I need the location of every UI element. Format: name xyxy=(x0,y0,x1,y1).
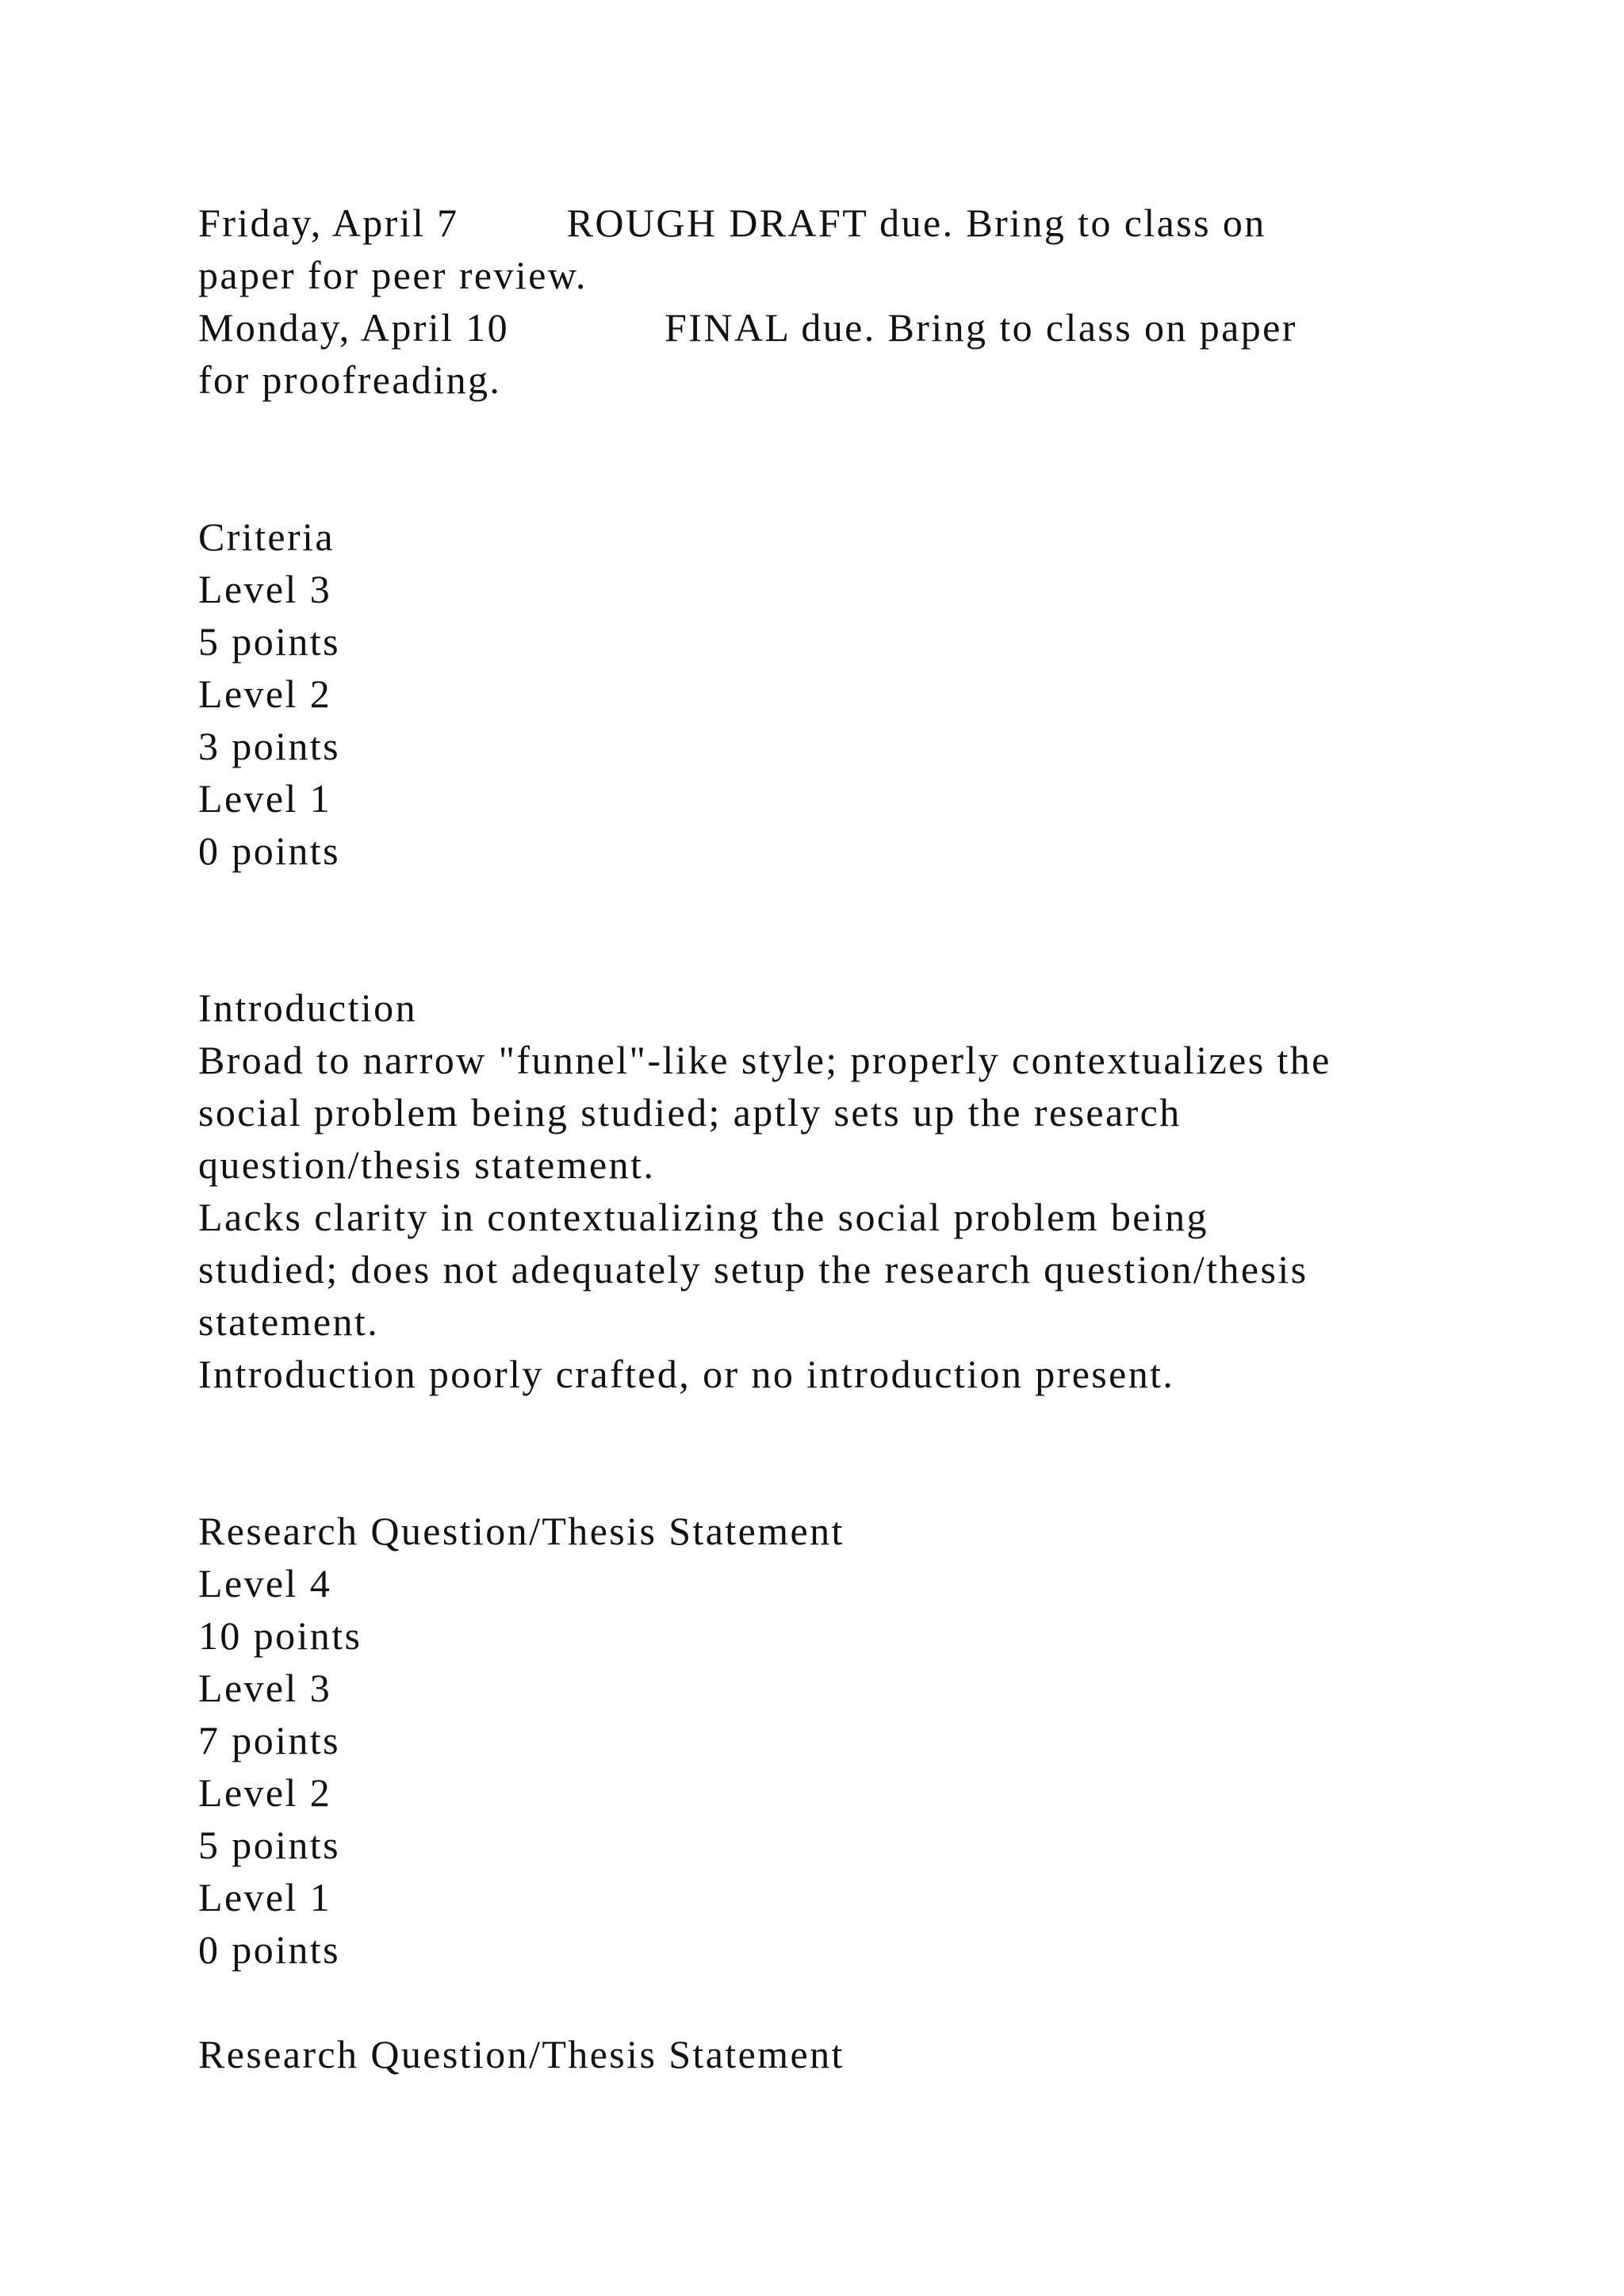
description-line: Introduction poorly crafted, or no introduction present. xyxy=(198,1352,1175,1396)
description-line: social problem being studied; aptly sets up the research xyxy=(198,1090,1182,1135)
level-label: Level 4 xyxy=(198,1561,332,1605)
points-label: 5 points xyxy=(198,619,340,664)
points-label: 0 points xyxy=(198,828,340,873)
schedule-date: Friday, April 7 xyxy=(198,201,459,245)
document-body xyxy=(198,197,1467,2080)
schedule-line-1 xyxy=(198,197,1467,249)
points-label: 3 points xyxy=(198,724,340,768)
level-label: Level 3 xyxy=(198,567,332,611)
description-line: statement. xyxy=(198,1299,380,1344)
points-label: 7 points xyxy=(198,1718,340,1762)
schedule-task: FINAL due. Bring to class on paper xyxy=(665,305,1297,350)
criterion-title: Introduction xyxy=(198,985,417,1030)
description-line: question/thesis statement. xyxy=(198,1142,656,1187)
level-label: Level 3 xyxy=(198,1666,332,1710)
schedule-task: ROUGH DRAFT due. Bring to class on xyxy=(566,201,1266,245)
points-label: 5 points xyxy=(198,1823,340,1867)
schedule-line-2 xyxy=(198,301,1467,354)
level-label: Level 2 xyxy=(198,672,332,716)
points-label: 10 points xyxy=(198,1613,362,1658)
level-label: Level 1 xyxy=(198,776,332,821)
description-line: Lacks clarity in contextualizing the social problem being xyxy=(198,1195,1208,1239)
schedule-date: Monday, April 10 xyxy=(198,305,510,350)
level-label: Level 1 xyxy=(198,1875,332,1919)
schedule-continuation: paper for peer review. xyxy=(198,253,588,297)
level-label: Level 2 xyxy=(198,1770,332,1815)
criteria-label: Criteria xyxy=(198,515,335,559)
points-label: 0 points xyxy=(198,1927,340,1972)
schedule-continuation: for proofreading. xyxy=(198,358,502,402)
description-line: Broad to narrow "funnel"-like style; properly contextualizes the xyxy=(198,1038,1331,1082)
criterion-title: Research Question/Thesis Statement xyxy=(198,1509,845,1553)
criterion-title: Research Question/Thesis Statement xyxy=(198,2032,845,2076)
description-line: studied; does not adequately setup the research question/thesis xyxy=(198,1247,1308,1292)
